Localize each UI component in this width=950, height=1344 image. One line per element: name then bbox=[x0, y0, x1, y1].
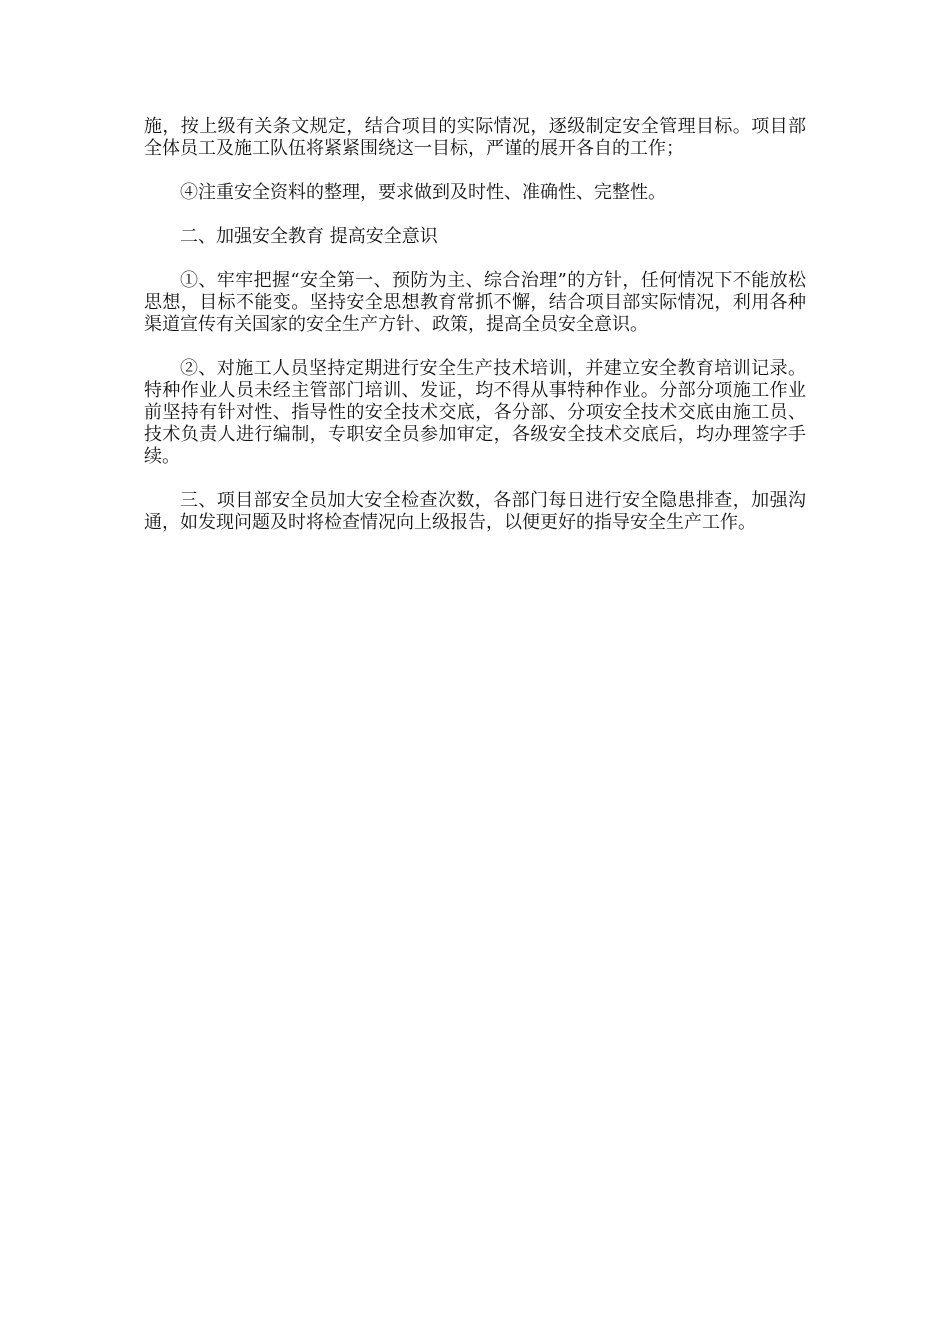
paragraph-item-1: ①、牢牢把握“安全第一、预防为主、综合治理”的方针，任何情况下不能放松思想，目标不能变。坚持安全思想教育常抓不懈，结合项目部实际情况，利用各种渠道宣传有关国家的安全生产方针、政策，提高全员安全意识。 bbox=[144, 270, 806, 335]
document-body bbox=[144, 116, 806, 556]
paragraph-continuation: 施，按上级有关条文规定，结合项目的实际情况，逐级制定安全管理目标。项目部全体员工及施工队伍将紧紧围绕这一目标，严谨的展开各自的工作； bbox=[144, 116, 806, 159]
section-heading-2: 二、加强安全教育 提高安全意识 bbox=[180, 226, 438, 247]
paragraph-item-2: ②、对施工人员坚持定期进行安全生产技术培训，并建立安全教育培训记录。特种作业人员未经主管部门培训、发证，均不得从事特种作业。分部分项施工作业前坚持有针对性、指导性的安全技术交底，各分部、分项安全技术交底由施工员、技术负责人进行编制，专职安全员参加审定，各级安全技术交底后，均办理签字手续。 bbox=[144, 358, 806, 467]
section-heading-3: 三、项目部安全员加大安全检查次数，各部门每日进行安全隐患排查，加强沟通，如发现问题及时将检查情况向上级报告，以便更好的指导安全生产工作。 bbox=[144, 490, 806, 533]
paragraph-item-4: ④注重安全资料的整理，要求做到及时性、准确性、完整性。 bbox=[180, 182, 666, 203]
